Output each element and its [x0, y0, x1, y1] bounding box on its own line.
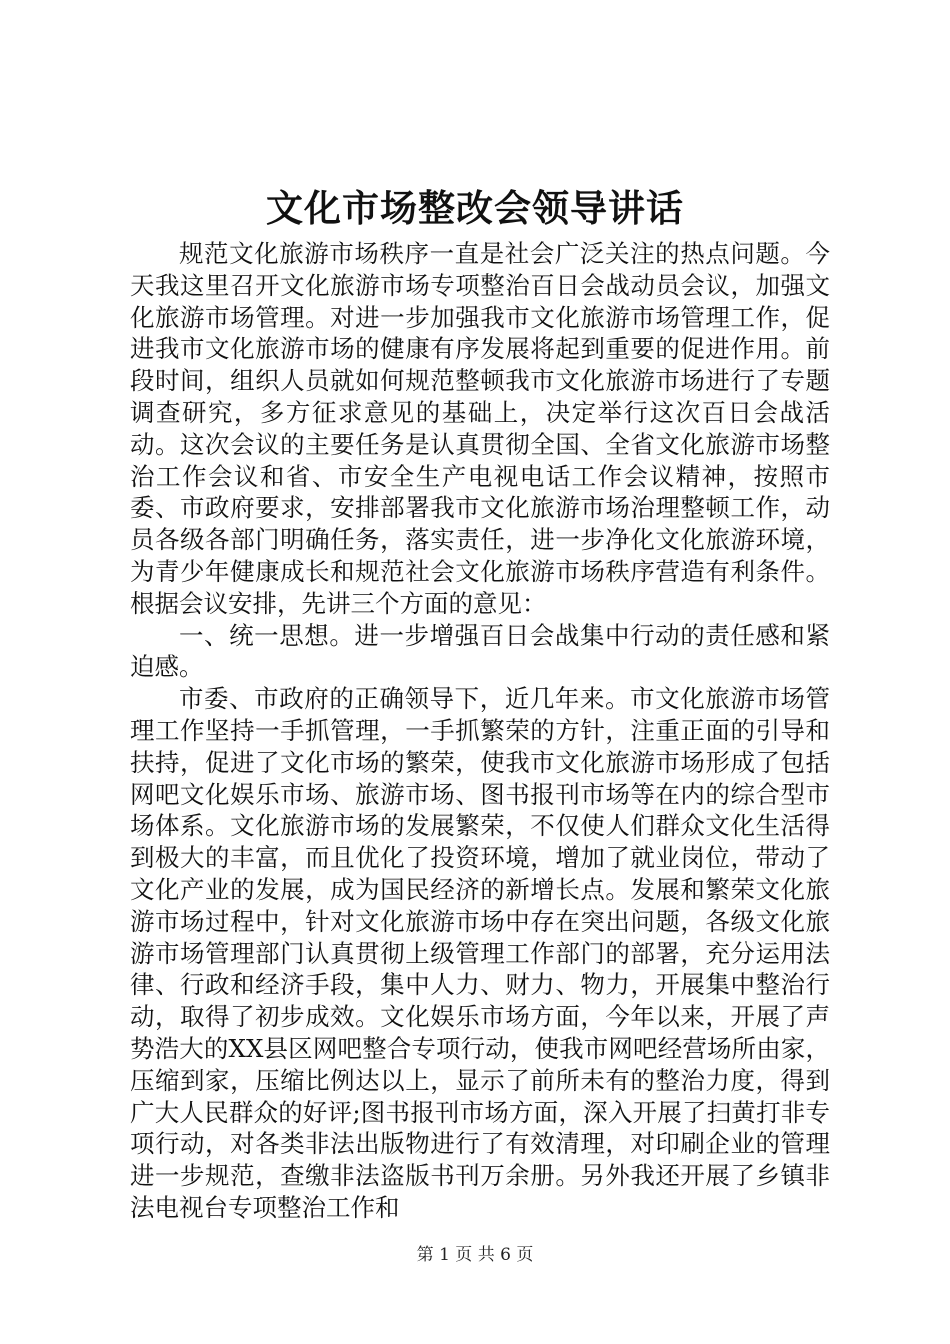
document-title: 文化市场整改会领导讲话 — [266, 186, 684, 230]
document-body — [130, 238, 830, 1224]
paragraph-section-heading: 一、统一思想。进一步增强百日会战集中行动的责任感和紧迫感。 — [130, 620, 830, 682]
paragraph-achievements: 市委、市政府的正确领导下，近几年来。市文化旅游市场管理工作坚持一手抓管理，一手抓繁荣的方针，注重正面的引导和扶持，促进了文化市场的繁荣，使我市文化旅游市场形成了包括网吧文化娱乐市场、旅游市场、图书报刊市场等在内的综合型市场体系。文化旅游市场的发展繁荣，不仅使人们群众文化生活得到极大的丰富，而且优化了投资环境，增加了就业岗位，带动了文化产业的发展，成为国民经济的新增长点。发展和繁荣文化旅游市场过程中，针对文化旅游市场中存在突出问题，各级文化旅游市场管理部门认真贯彻上级管理工作部门的部署，充分运用法律、行政和经济手段，集中人力、财力、物力，开展集中整治行动，取得了初步成效。文化娱乐市场方面，今年以来，开展了声势浩大的XX县区网吧整合专项行动，使我市网吧经营场所由家，压缩到家，压缩比例达以上，显示了前所未有的整治力度，得到广大人民群众的好评;图书报刊市场方面，深入开展了扫黄打非专项行动，对各类非法出版物进行了有效清理，对印刷企业的管理进一步规范，查缴非法盗版书刊万余册。另外我还开展了乡镇非法电视台专项整治工作和 — [130, 684, 830, 1222]
page-number-footer: 第 1 页 共 6 页 — [416, 1245, 534, 1265]
paragraph-intro: 规范文化旅游市场秩序一直是社会广泛关注的热点问题。今天我这里召开文化旅游市场专项整治百日会战动员会议，加强文化旅游市场管理。对进一步加强我市文化旅游市场管理工作，促进我市文化旅游市场的健康有序发展将起到重要的促进作用。前段时间，组织人员就如何规范整顿我市文化旅游市场进行了专题调查研究，多方征求意见的基础上，决定举行这次百日会战活动。这次会议的主要任务是认真贯彻全国、全省文化旅游市场整治工作会议和省、市安全生产电视电话工作会议精神，按照市委、市政府要求，安排部署我市文化旅游市场治理整顿工作，动员各级各部门明确任务，落实责任，进一步净化文化旅游环境，为青少年健康成长和规范社会文化旅游市场秩序营造有利条件。根据会议安排，先讲三个方面的意见： — [130, 239, 830, 618]
